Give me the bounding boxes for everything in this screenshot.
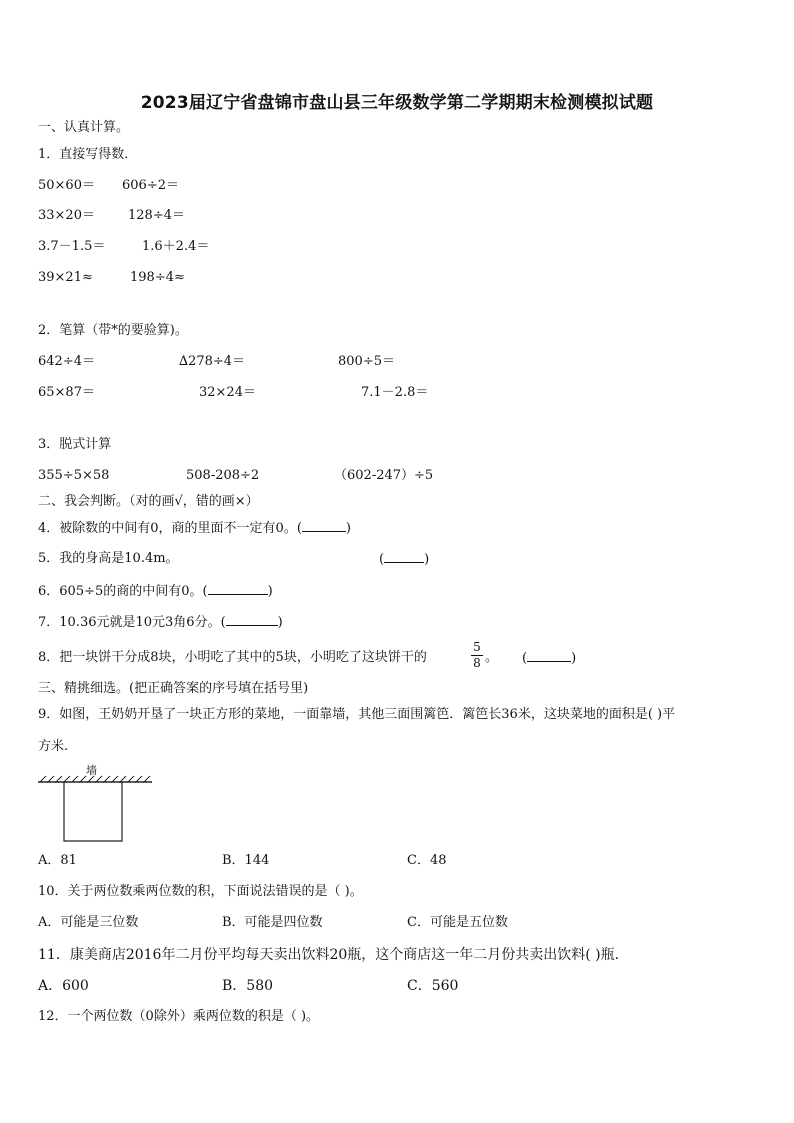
close-paren: ) <box>424 552 430 567</box>
section-3-heading: 三、精挑细选。(把正确答案的序号填在括号里) <box>38 681 309 696</box>
q1-item: 198÷4≈ <box>130 270 185 285</box>
close-paren: ) <box>267 584 273 599</box>
q9-option-c[interactable]: C．48 <box>407 853 447 868</box>
q2-item: 65×87＝ <box>38 385 95 400</box>
q2-item: 642÷4＝ <box>38 354 95 369</box>
question-10: 10．关于两位数乘两位数的积，下面说法错误的是（ )。 <box>38 884 363 899</box>
answer-blank[interactable] <box>302 519 346 532</box>
wall-label: 墙 <box>86 764 97 777</box>
question-7 <box>38 613 283 632</box>
wall-garden-diagram <box>36 762 154 846</box>
question-1-label: 1．直接写得数． <box>38 147 138 162</box>
q1-item: 128÷4＝ <box>128 208 185 223</box>
close-paren: ) <box>571 651 577 666</box>
fraction-five-eighths <box>471 641 483 670</box>
q11-option-b[interactable]: B．580 <box>222 978 274 994</box>
q2-item: 800÷5＝ <box>338 354 395 369</box>
question-4 <box>38 519 351 538</box>
q10-option-c[interactable]: C．可能是五位数 <box>407 915 508 930</box>
fraction-denominator: 8 <box>473 656 481 670</box>
question-2-label: 2．笔算（带*的要验算)。 <box>38 323 188 338</box>
section-2-heading: 二、我会判断。（对的画√，错的画×） <box>38 494 259 509</box>
open-paren: ( <box>522 651 528 666</box>
question-7-text: 7．10.36元就是10元3角6分。( <box>38 615 226 630</box>
question-5: 5．我的身高是10.4m。 <box>38 551 179 566</box>
q2-item: 7.1－2.8＝ <box>361 385 429 400</box>
answer-blank[interactable] <box>384 550 424 563</box>
q9-option-b[interactable]: B．144 <box>222 853 270 868</box>
q10-option-b[interactable]: B．可能是四位数 <box>222 915 323 930</box>
question-9-line-2: 方米. <box>38 739 69 754</box>
question-4-text: 4．被除数的中间有0，商的里面不一定有0。( <box>38 521 302 536</box>
question-12: 12．一个两位数（0除外）乘两位数的积是（ )。 <box>38 1009 320 1024</box>
q1-item: 3.7－1.5＝ <box>38 239 106 254</box>
open-paren: ( <box>379 552 385 567</box>
question-6 <box>38 582 273 601</box>
question-6-text: 6．605÷5的商的中间有0。( <box>38 584 208 599</box>
q9-option-a[interactable]: A．81 <box>38 853 77 868</box>
q1-item: 1.6＋2.4＝ <box>142 239 210 254</box>
question-3-label: 3．脱式计算 <box>38 437 112 452</box>
question-8-period: 。 <box>485 650 499 665</box>
close-paren: ) <box>277 615 283 630</box>
q1-item: 33×20＝ <box>38 208 95 223</box>
q11-option-a[interactable]: A．600 <box>38 978 89 994</box>
question-5-answer <box>379 550 429 569</box>
question-8-answer <box>522 649 576 668</box>
answer-blank[interactable] <box>208 582 268 595</box>
q2-item: ∆278÷4＝ <box>179 354 246 369</box>
section-1-heading: 一、认真计算。 <box>38 120 130 135</box>
q3-item: 355÷5×58 <box>38 468 110 483</box>
q2-item: 32×24＝ <box>199 385 256 400</box>
q1-item: 50×60＝ <box>38 178 95 193</box>
q11-option-c[interactable]: C．560 <box>407 978 459 994</box>
close-paren: ) <box>345 521 351 536</box>
answer-blank[interactable] <box>226 613 278 626</box>
q3-item: （602-247）÷5 <box>334 468 434 483</box>
question-9-line-1: 9．如图，王奶奶开垦了一块正方形的菜地，一面靠墙，其他三面围篱笆．篱笆长36米，这块菜地的面积是( )平 <box>38 707 676 722</box>
question-11: 11．康美商店2016年二月份平均每天卖出饮料20瓶，这个商店这一年二月份共卖出饮料( )瓶. <box>38 947 620 963</box>
q10-option-a[interactable]: A．可能是三位数 <box>38 915 139 930</box>
q3-item: 508-208÷2 <box>186 468 260 483</box>
q1-item: 606÷2＝ <box>122 178 179 193</box>
fraction-numerator: 5 <box>473 640 481 654</box>
q1-item: 39×21≈ <box>38 270 93 285</box>
question-8-text: 8．把一块饼干分成8块，小明吃了其中的5块，小明吃了这块饼干的 <box>38 650 427 665</box>
page-title: 2023届辽宁省盘锦市盘山县三年级数学第二学期期末检测模拟试题 <box>140 93 654 113</box>
answer-blank[interactable] <box>527 649 571 662</box>
